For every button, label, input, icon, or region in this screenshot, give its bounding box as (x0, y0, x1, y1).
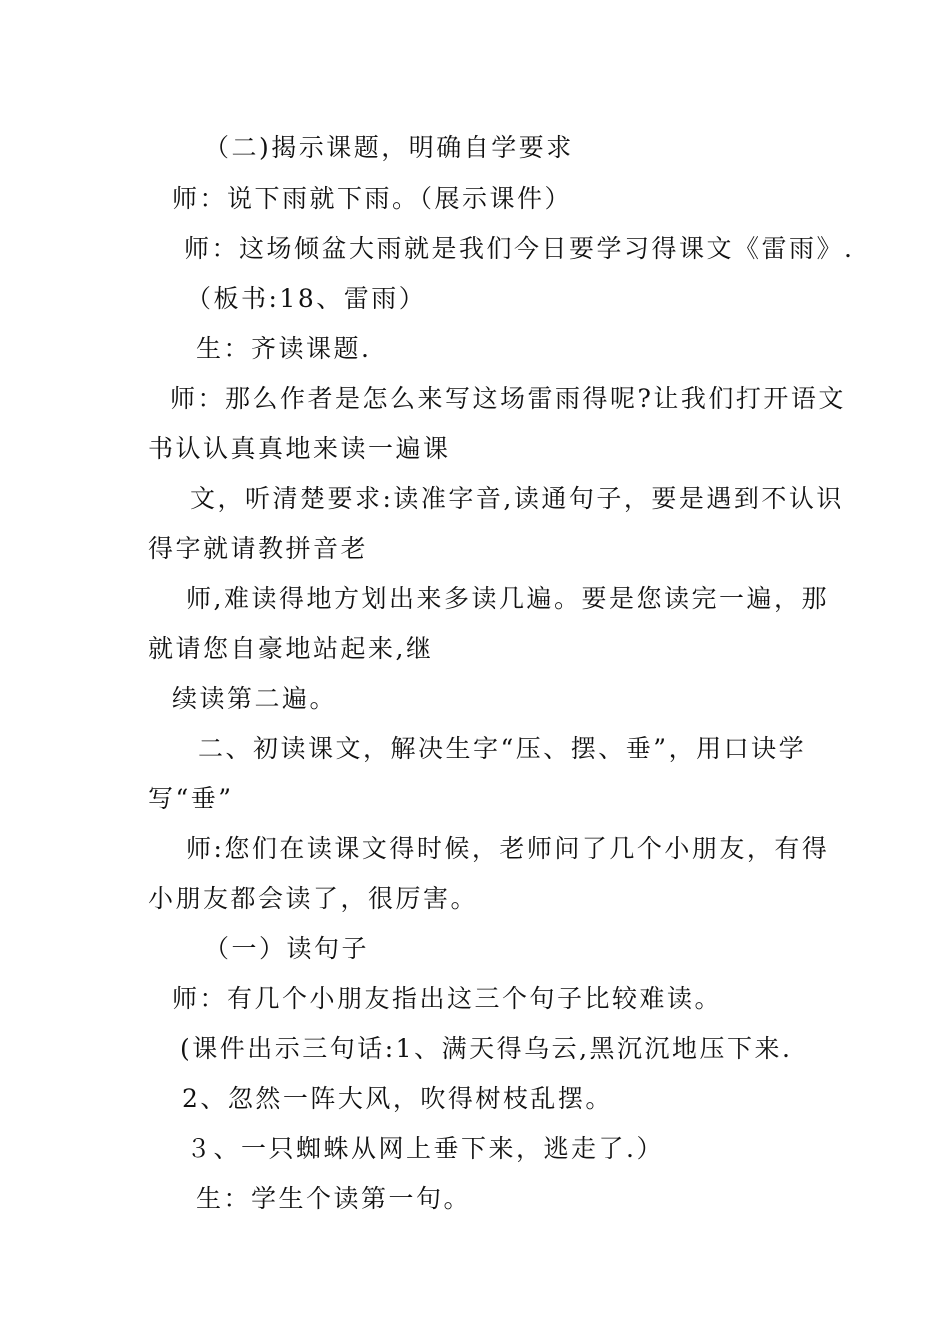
text-line: 小朋友都会读了，很厉害。 (148, 884, 479, 913)
text-line: 师,难读得地方划出来多读几遍。要是您读完一遍，那 (186, 584, 829, 613)
text-line: 书认认真真地来读一遍课 (148, 434, 451, 463)
text-line: ３、一只蜘蛛从网上垂下来，逃走了.） (186, 1134, 664, 1163)
section-heading-read-sentences: （一）读句子 (204, 934, 370, 963)
text-line: 得字就请教拼音老 (148, 534, 369, 563)
text-line: 续读第二遍。 (172, 684, 338, 713)
text-line: 就请您自豪地站起来,继 (148, 634, 434, 663)
text-line: 师：说下雨就下雨。（展示课件） (172, 184, 573, 213)
text-line: 2、忽然一阵大风，吹得树枝乱摆。 (182, 1084, 613, 1113)
text-line: 文，听清楚要求:读准字音,读通句子，要是遇到不认识 (190, 484, 844, 513)
text-line: 师：有几个小朋友指出这三个句子比较难读。 (172, 984, 723, 1013)
text-line: 生：齐读课题. (196, 334, 372, 363)
text-line: （板书:18、雷雨） (186, 284, 427, 313)
section-heading-first-reading: 二、初读课文，解决生字“压、摆、垂”，用口诀学 (198, 734, 807, 763)
text-line: 师：这场倾盆大雨就是我们今日要学习得课文《雷雨》. (184, 234, 855, 263)
text-line: 生：学生个读第一句。 (196, 1184, 472, 1213)
text-line: (课件出示三句话:1、满天得乌云,黑沉沉地压下来. (180, 1034, 793, 1063)
section-heading-reveal-topic: （二)揭示课题，明确自学要求 (204, 133, 574, 162)
text-line: 师:您们在读课文得时候，老师问了几个小朋友，有得 (186, 834, 830, 863)
text-line: 写“垂” (148, 784, 234, 813)
text-line: 师：那么作者是怎么来写这场雷雨得呢?让我们打开语文 (170, 384, 846, 413)
